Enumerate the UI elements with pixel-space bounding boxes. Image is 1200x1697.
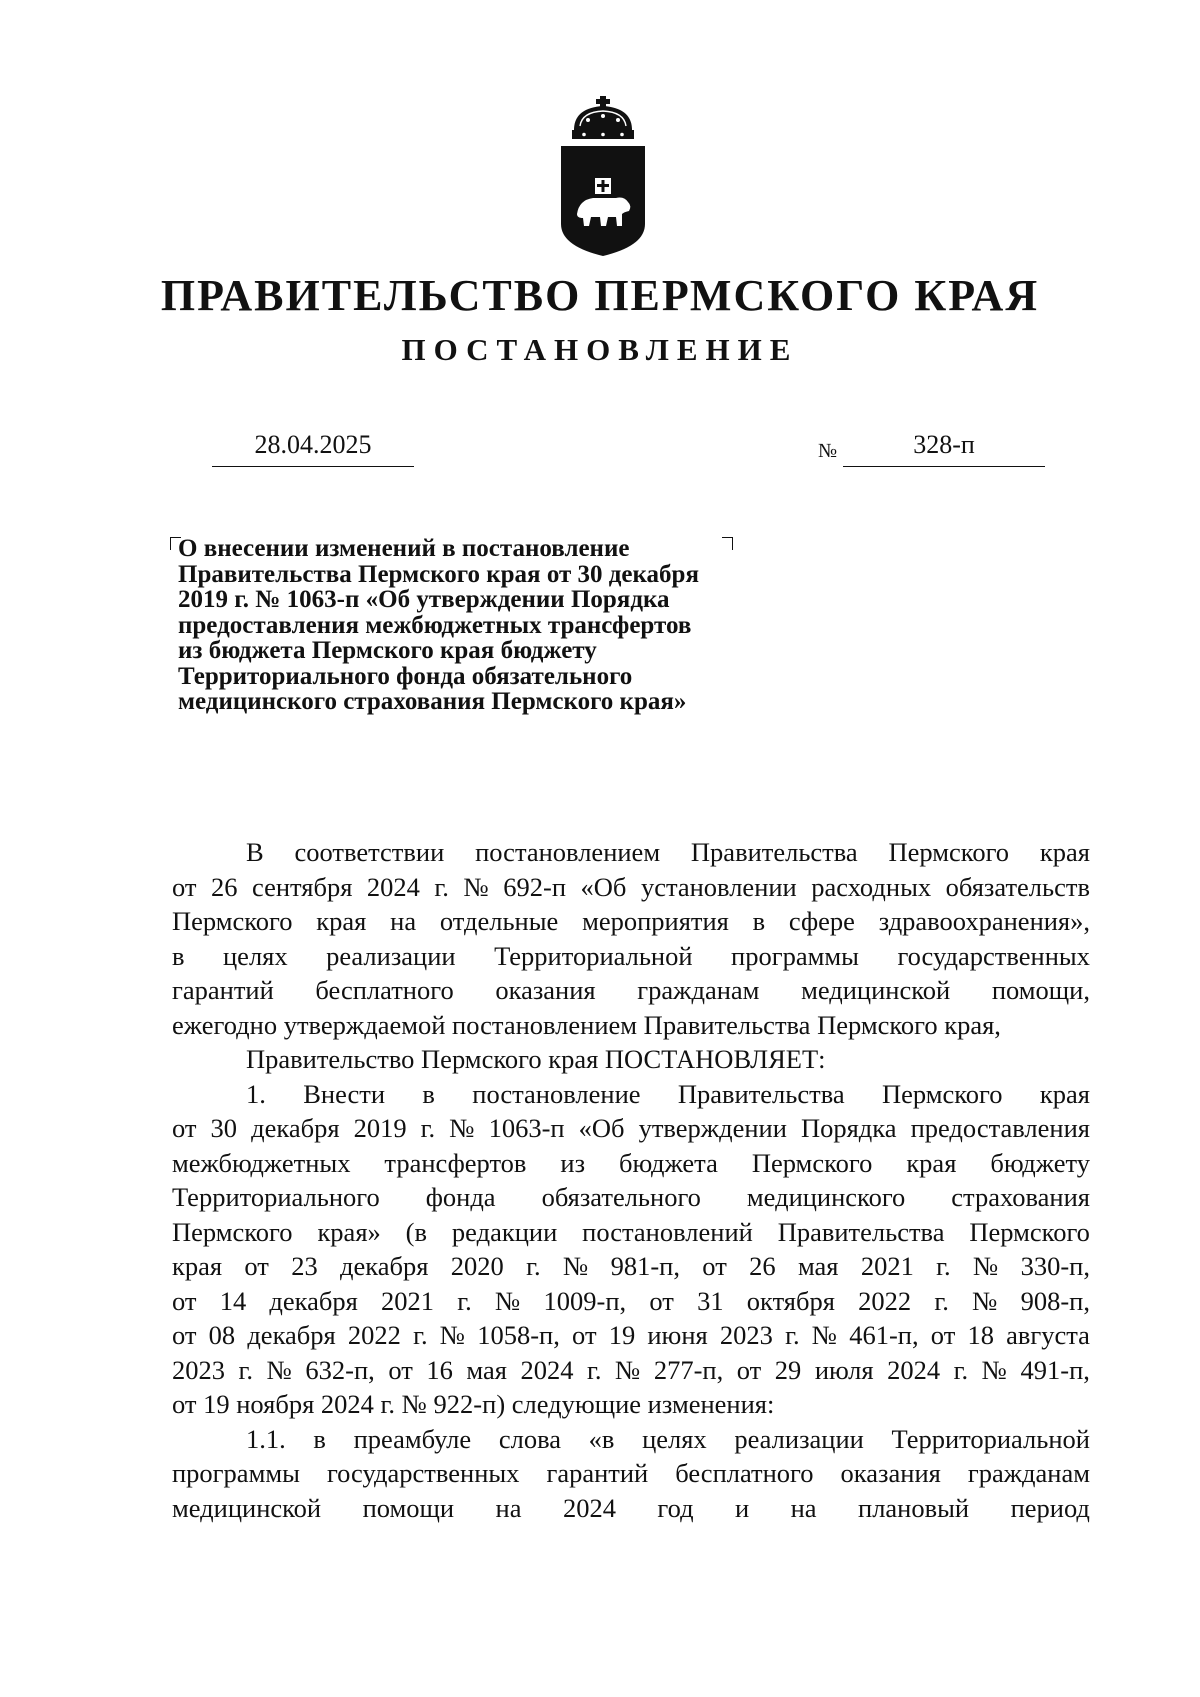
body-word: края <box>172 1251 223 1281</box>
body-word: Пермского <box>888 837 1010 867</box>
body-word: отдельные <box>439 906 559 936</box>
body-word: г. <box>420 1113 436 1143</box>
subject-line: 2019 г. № 1063-п «Об утверждении Порядка <box>178 586 670 613</box>
body-word: г. <box>413 1320 428 1350</box>
body-word: 2019 <box>353 1113 407 1143</box>
body-word: г. <box>934 1285 949 1316</box>
body-word: 1.1. <box>246 1423 286 1454</box>
body-word: редакции <box>451 1216 558 1247</box>
body-word: 31 <box>697 1285 724 1316</box>
body-word: 1. <box>246 1078 266 1109</box>
body-word: Территориальной <box>891 1423 1090 1454</box>
body-word: соответствии <box>294 837 445 867</box>
body-word: обязательного <box>541 1182 701 1212</box>
body-word: постановление <box>472 1078 641 1109</box>
subject-line: О внесении изменений в постановление <box>178 535 630 562</box>
body-word: 2024 <box>562 1492 616 1523</box>
document-subject <box>178 536 798 715</box>
body-word: от <box>172 1285 197 1316</box>
body-word: от <box>572 1320 597 1350</box>
body-word: края <box>1039 837 1090 867</box>
document-number: 328-п <box>913 430 975 459</box>
body-word: от <box>930 1320 956 1350</box>
body-word: страхования <box>951 1182 1090 1212</box>
body-word: от <box>244 1251 269 1281</box>
body-word: 461-п, <box>849 1320 919 1350</box>
body-word: преамбуле <box>353 1423 472 1454</box>
body-word: 2022 <box>858 1285 912 1316</box>
body-word: Правительства <box>690 837 858 867</box>
body-word: июля <box>814 1354 874 1385</box>
body-word: в <box>313 1423 326 1454</box>
body-word: в <box>422 1078 435 1109</box>
body-word: фонда <box>425 1182 496 1212</box>
body-word: трансфертов <box>384 1147 527 1178</box>
body-word: бесплатного <box>675 1458 814 1488</box>
body-word: 1009-п, <box>543 1285 627 1316</box>
body-word: № <box>811 1320 838 1350</box>
body-word: г. <box>785 1320 800 1350</box>
body-word: № <box>615 1354 641 1385</box>
body-word: от <box>702 1251 727 1281</box>
body-word: обязательств <box>945 871 1090 902</box>
body-word: 908-п, <box>1020 1285 1090 1316</box>
body-word: реализации <box>734 1423 864 1454</box>
body-line <box>172 1215 1090 1250</box>
body-word: 2020 <box>450 1251 504 1281</box>
body-word: «Об <box>578 1113 625 1143</box>
subject-line: из бюджета Пермского края бюджету <box>178 637 597 664</box>
body-word: гарантий <box>172 975 274 1005</box>
body-word: 2024 <box>520 1354 574 1385</box>
body-line <box>172 1422 1090 1457</box>
body-word: декабря <box>247 1320 336 1350</box>
body-word: на <box>495 1492 522 1523</box>
body-line: от 19 ноября 2024 г. № 922-п) следующие изменения: <box>172 1389 775 1419</box>
body-word: № <box>562 1251 589 1281</box>
body-word: помощи, <box>991 975 1090 1005</box>
body-word: 2021 <box>381 1285 435 1316</box>
body-word: здравоохранения», <box>878 906 1090 936</box>
body-word: бюджета <box>619 1147 718 1178</box>
body-word: помощи <box>362 1492 455 1523</box>
body-word: края <box>316 906 367 936</box>
body-line <box>172 1077 1090 1112</box>
body-word: августа <box>1006 1320 1090 1350</box>
body-word: 23 <box>291 1251 318 1281</box>
body-word: программы <box>731 940 859 971</box>
body-word: оказания <box>840 1458 941 1488</box>
body-word: программы <box>172 1458 300 1488</box>
body-line <box>172 870 1090 905</box>
document-date: 28.04.2025 <box>254 430 372 459</box>
body-word: в <box>172 940 185 971</box>
body-word: 330-п, <box>1020 1251 1090 1281</box>
body-word: № <box>439 1320 466 1350</box>
body-word: гражданам <box>637 975 760 1005</box>
body-word: декабря <box>269 1285 358 1316</box>
body-word: 08 <box>208 1320 236 1350</box>
body-word: 981-п, <box>610 1251 680 1281</box>
body-word: из <box>560 1147 586 1178</box>
body-word: плановый <box>858 1492 970 1523</box>
body-word: края <box>1039 1078 1090 1109</box>
document-type-heading: ПОСТАНОВЛЕНИЕ <box>401 332 799 367</box>
body-word: бесплатного <box>315 975 454 1005</box>
number-field <box>843 430 1045 467</box>
coat-of-arms-icon <box>558 96 648 258</box>
body-word: октября <box>746 1285 835 1316</box>
body-word: мая <box>466 1354 507 1385</box>
body-word: Пермского <box>172 1216 293 1247</box>
body-word: г. <box>936 1251 951 1281</box>
body-word: 1058-п, <box>477 1320 560 1350</box>
body-word: 2022 <box>347 1320 401 1350</box>
body-word: № <box>972 1285 998 1316</box>
body-word: г. <box>586 1354 602 1385</box>
body-word: реализации <box>326 940 456 971</box>
body-word: В <box>246 837 264 867</box>
body-word: № <box>972 1251 999 1281</box>
body-word: 277-п, <box>653 1354 724 1385</box>
body-word: Порядка <box>800 1113 897 1143</box>
body-word: Территориального <box>172 1182 380 1212</box>
body-word: от <box>736 1354 762 1385</box>
body-line <box>172 1284 1090 1319</box>
body-word: медицинской <box>801 975 951 1005</box>
body-word: государственных <box>897 940 1090 971</box>
body-word: период <box>1010 1492 1090 1523</box>
body-word: утверждении <box>638 1113 787 1143</box>
date-field <box>212 430 414 467</box>
body-word: от <box>388 1354 413 1385</box>
body-word: г. <box>953 1354 969 1385</box>
body-word: слова <box>498 1423 561 1454</box>
body-line <box>172 835 1090 870</box>
body-word: «Об <box>580 871 627 902</box>
body-word: постановлением <box>475 837 661 867</box>
number-sign: № <box>818 440 838 462</box>
body-word: бюджету <box>990 1147 1090 1178</box>
body-word: г. <box>238 1354 254 1385</box>
body-word: межбюджетных <box>172 1147 351 1178</box>
body-word: 2023 <box>719 1320 773 1350</box>
body-word: год <box>657 1492 694 1523</box>
body-word: от <box>172 1113 197 1143</box>
body-line <box>172 939 1090 974</box>
body-line <box>172 1146 1090 1181</box>
body-word: Пермского <box>882 1078 1003 1109</box>
body-line <box>172 1249 1090 1284</box>
body-word: 18 <box>967 1320 994 1350</box>
body-word: гражданам <box>967 1458 1090 1488</box>
subject-line: Правительства Пермского края от 30 декабря <box>178 560 699 588</box>
body-line <box>172 1111 1090 1146</box>
body-word: (в <box>405 1216 428 1247</box>
body-word: № <box>981 1354 1007 1385</box>
body-word: № <box>463 871 489 902</box>
body-line <box>172 904 1090 939</box>
body-word: края <box>906 1147 957 1178</box>
body-word: мая <box>797 1251 839 1281</box>
body-word: 14 <box>219 1285 247 1316</box>
body-word: Правительства <box>677 1078 845 1109</box>
body-word: «в <box>588 1423 615 1454</box>
body-word: 1063-п <box>488 1113 565 1143</box>
body-word: Пермского <box>751 1147 873 1178</box>
body-word: мероприятия <box>582 906 729 936</box>
body-word: 2024 <box>366 871 420 902</box>
body-word: № <box>266 1354 292 1385</box>
body-word: от <box>172 871 197 902</box>
body-line <box>172 1180 1090 1215</box>
body-line <box>172 1491 1090 1526</box>
body-line: ежегодно утверждаемой постановлением Правительства Пермского края, <box>172 1009 1001 1040</box>
body-word: 16 <box>426 1354 453 1385</box>
body-word: 2021 <box>860 1251 914 1281</box>
body-word: предоставления <box>910 1113 1090 1143</box>
body-word: г. <box>457 1285 472 1316</box>
body-word: декабря <box>251 1113 340 1143</box>
body-word: от <box>649 1285 674 1316</box>
body-word: Пермского <box>172 906 293 936</box>
body-word: 2024 <box>887 1354 941 1385</box>
body-word: медицинской <box>172 1492 322 1523</box>
body-word: на <box>790 1492 817 1523</box>
body-word: № <box>495 1285 521 1316</box>
body-word: 632-п, <box>305 1354 375 1385</box>
body-word: г. <box>526 1251 541 1281</box>
document-body <box>172 835 1090 1525</box>
body-word: сфере <box>788 906 855 936</box>
body-word: Пермского <box>969 1216 1090 1247</box>
body-word: от <box>172 1320 197 1350</box>
subject-line: Территориального фонда обязательного <box>178 662 633 690</box>
body-word: 2023 <box>172 1354 225 1385</box>
body-word: в <box>752 906 766 936</box>
body-word: 491-п, <box>1020 1354 1090 1385</box>
body-word: постановлений <box>582 1216 753 1247</box>
organization-title: ПРАВИТЕЛЬСТВО ПЕРМСКОГО КРАЯ <box>160 271 1040 320</box>
body-line <box>172 1353 1090 1388</box>
body-word: Внести <box>303 1078 386 1109</box>
body-word: № <box>449 1113 475 1143</box>
body-word: оказания <box>495 975 596 1005</box>
body-word: края» <box>317 1216 381 1247</box>
body-word: 19 <box>608 1320 636 1350</box>
body-word: 26 <box>749 1251 776 1281</box>
body-word: на <box>390 906 417 936</box>
body-word: целях <box>642 1423 707 1454</box>
body-word: Правительства <box>777 1216 945 1247</box>
body-line <box>172 1456 1090 1491</box>
body-word: 29 <box>774 1354 802 1385</box>
body-line <box>172 973 1090 1008</box>
body-word: государственных <box>326 1458 520 1488</box>
body-word: г. <box>434 871 449 902</box>
body-line: Правительство Пермского края ПОСТАНОВЛЯЕТ: <box>246 1044 826 1074</box>
body-word: 26 <box>211 871 238 902</box>
subject-line: предоставления межбюджетных трансфертов <box>178 611 692 639</box>
body-word: сентября <box>252 871 353 902</box>
body-word: установлении <box>640 871 797 902</box>
body-word: расходных <box>811 871 932 902</box>
body-word: и <box>735 1492 750 1523</box>
body-word: гарантий <box>546 1458 649 1488</box>
body-word: целях <box>223 940 288 971</box>
body-word: 30 <box>210 1113 238 1143</box>
subject-line: медицинского страхования Пермского края» <box>178 688 687 715</box>
body-line <box>172 1318 1090 1353</box>
body-word: медицинского <box>746 1182 906 1212</box>
body-word: июня <box>647 1320 708 1350</box>
body-word: декабря <box>340 1251 429 1281</box>
body-word: 692-п <box>503 871 567 902</box>
body-word: Территориальной <box>494 940 693 971</box>
